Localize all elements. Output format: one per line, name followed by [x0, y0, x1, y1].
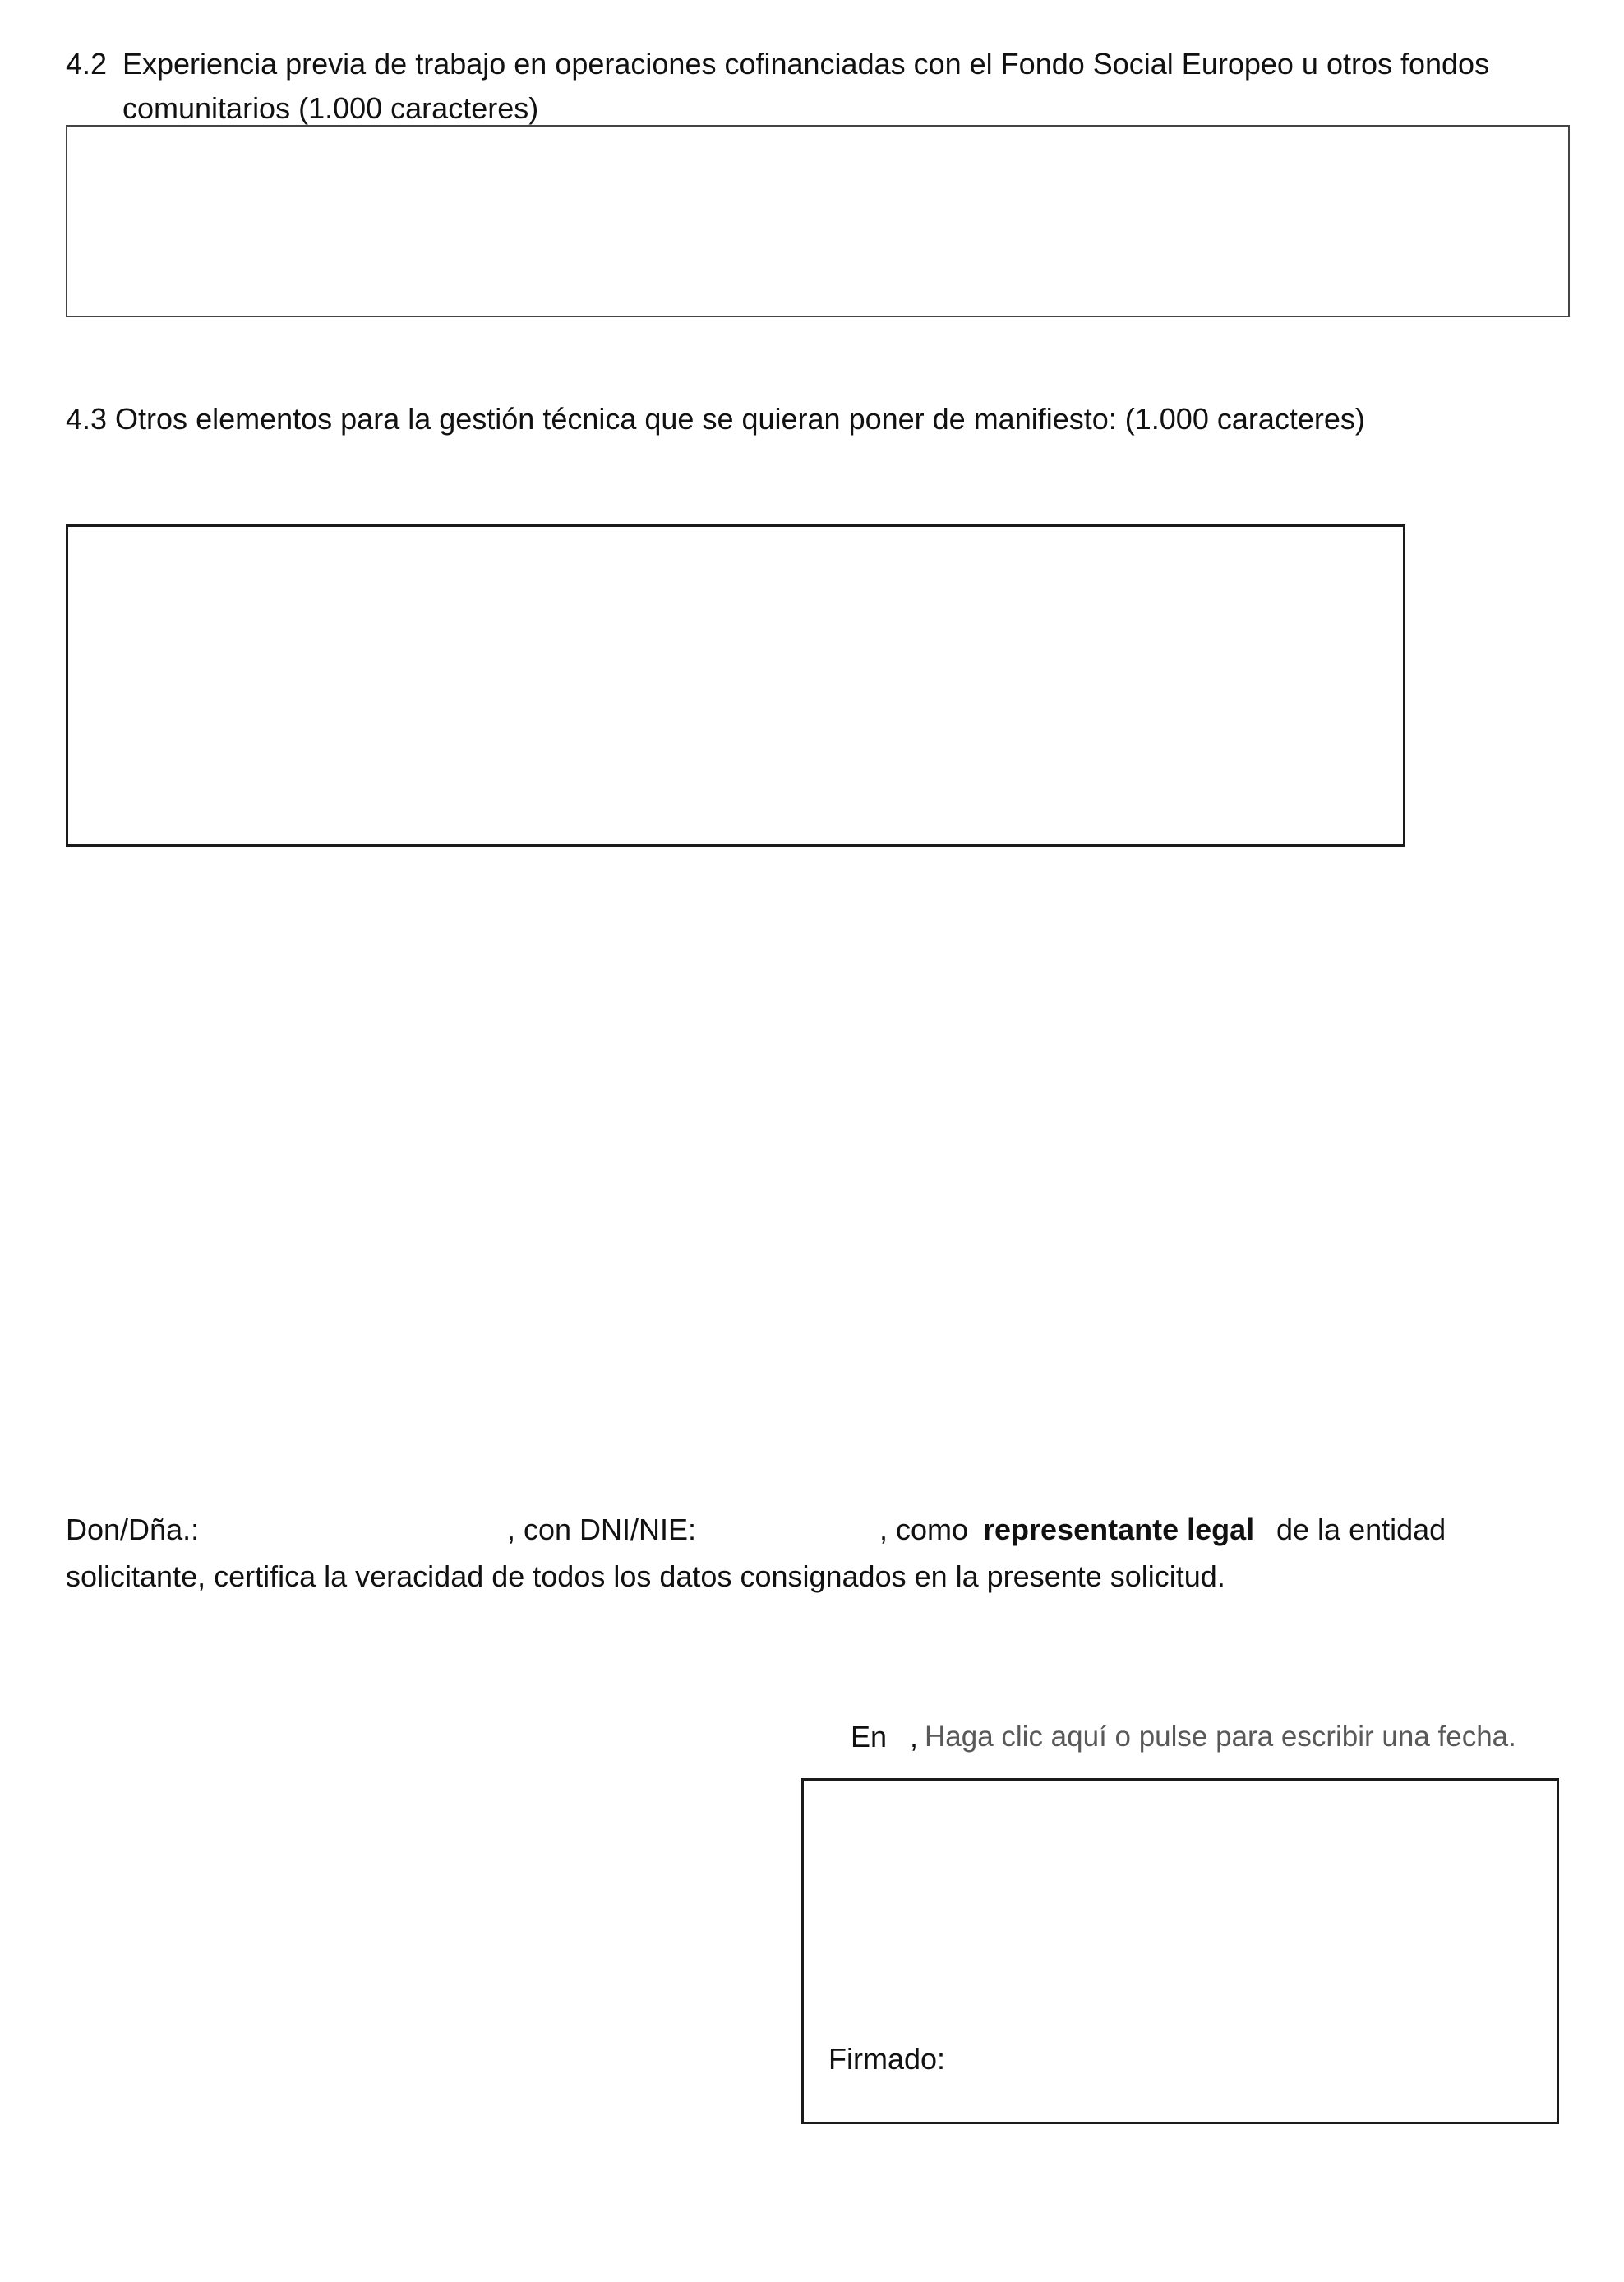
dni-label: , con DNI/NIE:: [507, 1513, 697, 1546]
section-4-3-title: 4.3 Otros elementos para la gestión técnica que se quieran poner de manifiesto: (1.000 caracteres): [66, 402, 1365, 436]
signature-box[interactable]: [801, 1778, 1559, 2124]
en-label: En: [851, 1720, 888, 1753]
section-4-3-text-field[interactable]: [66, 524, 1405, 847]
como-text: , como: [879, 1513, 969, 1546]
date-line: [851, 1714, 1574, 1760]
date-comma: ,: [910, 1720, 919, 1753]
section-4-2-text-field[interactable]: [66, 125, 1570, 317]
signature-label: Firmado:: [828, 2042, 946, 2076]
date-picker-field[interactable]: Haga clic aquí o pulse para escribir una fecha.: [925, 1721, 1516, 1753]
place-field[interactable]: [892, 1714, 908, 1760]
representante-legal-text: representante legal: [983, 1513, 1255, 1546]
section-4-2-title-line1: Experiencia previa de trabajo en operaciones cofinanciadas con el Fondo Social Europeo u otros fondos: [122, 47, 1490, 81]
section-4-2-number: 4.2: [66, 47, 108, 81]
certification-line-2: solicitante, certifica la veracidad de todos los datos consignados en la presente solicitud.: [66, 1559, 1225, 1593]
don-label: Don/Dña.:: [66, 1513, 200, 1546]
certification-line-1: [66, 1507, 1586, 1553]
section-4-2-title-line2: comunitarios (1.000 caracteres): [122, 91, 539, 125]
entidad-text: de la entidad: [1276, 1513, 1446, 1546]
